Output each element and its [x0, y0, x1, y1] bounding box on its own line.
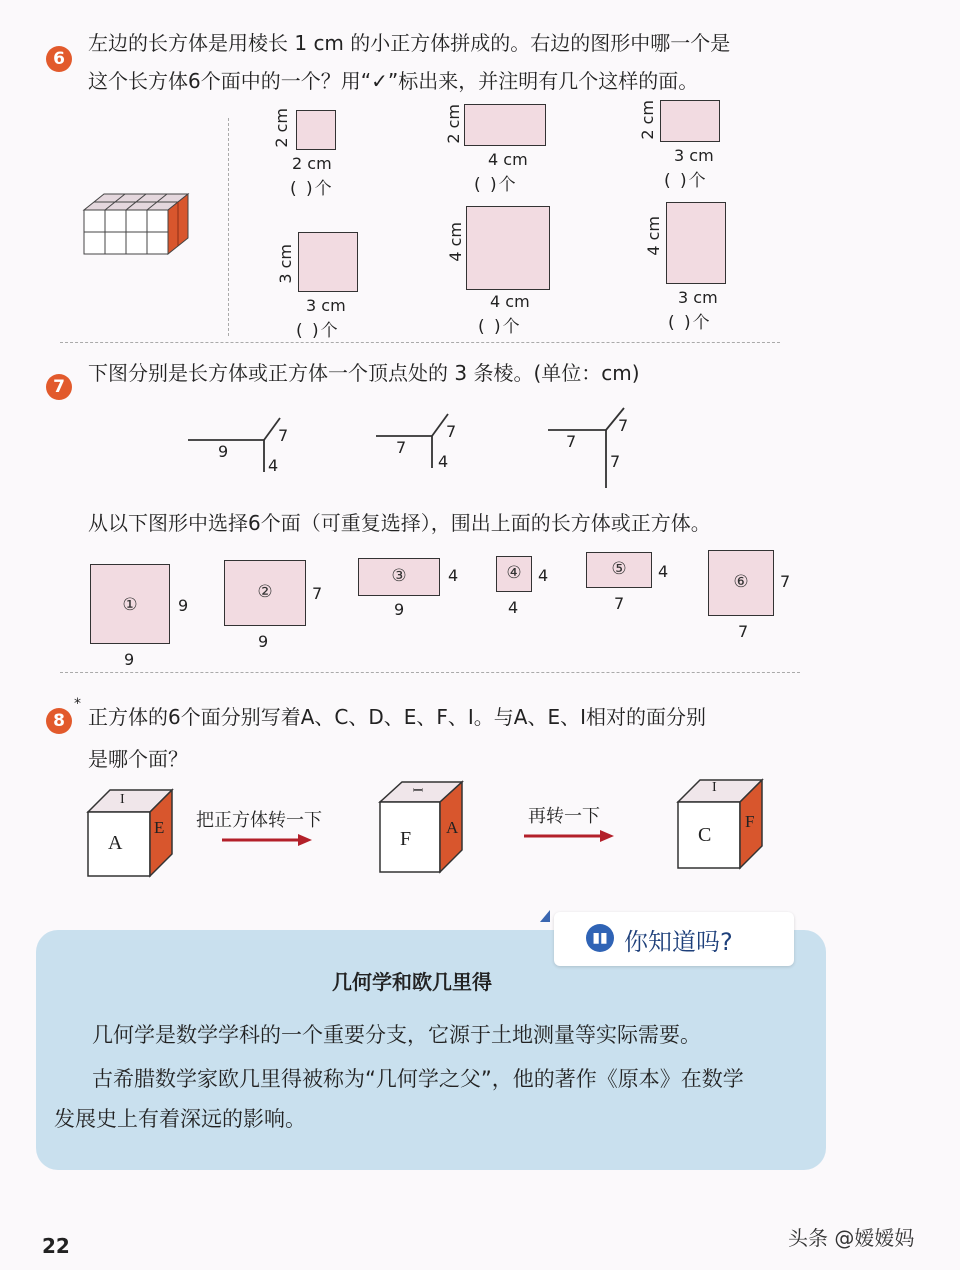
q7-shape-6-width: 7 — [738, 622, 749, 641]
q7-vertex-1-left: 9 — [218, 442, 229, 461]
q6-face-2-blank[interactable]: ( )个 — [474, 175, 518, 195]
article-paragraph-2-line2: 发展史上有着深远的影响。 — [54, 1107, 306, 1131]
q7-vertex-3-diag: 7 — [618, 416, 629, 435]
q6-face-1-blank[interactable]: ( )个 — [290, 179, 334, 199]
q7-shape-3-mark: ③ — [391, 566, 407, 586]
q7-text: 下图分别是长方体或正方体一个顶点处的 3 条棱。(单位：cm) — [88, 361, 640, 385]
q7-vertex-1 — [186, 412, 296, 482]
q8-text-line2: 是哪个面？ — [88, 747, 188, 771]
q6-face-6-blank[interactable]: ( )个 — [668, 313, 712, 333]
q7-shape-4-mark: ④ — [506, 563, 522, 583]
tab-corner-mark — [540, 910, 550, 922]
cuboid-figure — [80, 188, 192, 262]
q8-arrow-2 — [524, 828, 616, 844]
q7-vertex-2-down: 4 — [438, 452, 449, 471]
q8-cube-3-top: I — [712, 780, 717, 795]
q8-cube-1 — [86, 786, 182, 882]
q7-vertex-1-down: 4 — [268, 456, 279, 475]
q6-face-2 — [464, 104, 546, 146]
question-number-7: 7 — [46, 374, 72, 400]
q6-text-line2: 这个长方体6个面中的一个？用“✓”标出来，并注明有几个这样的面。 — [88, 69, 699, 93]
q6-face-3-height: 2 cm — [638, 100, 657, 140]
q7-vertex-3-down: 7 — [610, 452, 621, 471]
article-paragraph-1: 几何学是数学学科的一个重要分支，它源于土地测量等实际需要。 — [92, 1023, 701, 1047]
q8-cube-3-front: C — [698, 824, 712, 846]
q7-shape-5 — [586, 552, 652, 588]
q7-shape-3-width: 9 — [394, 600, 405, 619]
q8-arrow-1 — [222, 832, 314, 848]
info-chart-icon: ▮▮ — [586, 924, 614, 952]
page-number: 22 — [42, 1234, 70, 1258]
q6-face-5-blank[interactable]: ( )个 — [478, 317, 522, 337]
q7-shape-5-width: 7 — [614, 594, 625, 613]
q8-arrow-2-label: 再转一下 — [528, 806, 600, 827]
q6-face-4 — [298, 232, 358, 292]
article-title: 几何学和欧几里得 — [332, 970, 492, 994]
q7-vertex-1-diag: 7 — [278, 426, 289, 445]
question-number-8: 8 — [46, 708, 72, 734]
section-divider-2 — [60, 672, 800, 673]
q7-shape-3 — [358, 558, 440, 596]
question-number-6: 6 — [46, 46, 72, 72]
q8-cube-1-side: E — [154, 818, 165, 837]
q7-shape-6-mark: ⑥ — [733, 572, 749, 592]
q7-shape-3-height: 4 — [448, 566, 459, 585]
q7-shape-1-mark: ① — [122, 595, 138, 615]
q8-cube-1-front: A — [108, 832, 123, 854]
q8-star: * — [74, 696, 81, 712]
q6-face-1-height: 2 cm — [272, 108, 291, 148]
q8-cube-3-side: F — [745, 812, 755, 831]
q6-face-5 — [466, 206, 550, 290]
q7-select-text: 从以下图形中选择6个面（可重复选择），围出上面的长方体或正方体。 — [88, 511, 711, 535]
q7-vertex-3-left: 7 — [566, 432, 577, 451]
q7-shape-4-height: 4 — [538, 566, 549, 585]
q7-shape-4-width: 4 — [508, 598, 519, 617]
q6-face-1 — [296, 110, 336, 150]
q8-arrow-1-label: 把正方体转一下 — [196, 810, 322, 831]
q8-text-line1: 正方体的6个面分别写着A、C、D、E、F、I。与A、E、I相对的面分别 — [88, 705, 707, 729]
q7-shape-5-height: 4 — [658, 562, 669, 581]
q6-face-6 — [666, 202, 726, 284]
q7-shape-2 — [224, 560, 306, 626]
q8-cube-1-top: I — [120, 792, 125, 807]
q6-face-5-width: 4 cm — [490, 292, 530, 311]
q7-shape-1-height: 9 — [178, 596, 189, 615]
q7-shape-6-height: 7 — [780, 572, 791, 591]
q7-shape-5-mark: ⑤ — [611, 559, 627, 579]
q6-face-4-width: 3 cm — [306, 296, 346, 315]
section-divider-1 — [60, 342, 780, 343]
q7-vertex-2 — [374, 410, 474, 480]
q6-face-3-width: 3 cm — [674, 146, 714, 165]
q6-face-4-blank[interactable]: ( )个 — [296, 321, 340, 341]
q6-face-4-height: 3 cm — [276, 244, 295, 284]
q7-shape-4 — [496, 556, 532, 592]
q7-shape-6 — [708, 550, 774, 616]
q6-face-2-width: 4 cm — [488, 150, 528, 169]
watermark: 头条 @嫒嫒妈 — [788, 1226, 915, 1250]
q6-face-5-height: 4 cm — [446, 222, 465, 262]
q8-cube-2-top: I — [409, 787, 425, 793]
q7-shape-1-width: 9 — [124, 650, 135, 669]
q7-shape-2-width: 9 — [258, 632, 269, 651]
q6-face-2-height: 2 cm — [444, 104, 463, 144]
q6-text-line1: 左边的长方体是用棱长 1 cm 的小正方体拼成的。右边的图形中哪一个是 — [88, 31, 731, 55]
q6-face-6-width: 3 cm — [678, 288, 718, 307]
q7-shape-2-height: 7 — [312, 584, 323, 603]
q6-face-1-width: 2 cm — [292, 154, 332, 173]
q8-cube-2-side: A — [446, 818, 459, 837]
q6-face-6-height: 4 cm — [644, 216, 663, 256]
q7-shape-2-mark: ② — [257, 582, 273, 602]
article-paragraph-2-line1: 古希腊数学家欧几里得被称为“几何学之父”，他的著作《原本》在数学 — [92, 1067, 744, 1091]
did-you-know-title: 你知道吗? — [624, 928, 733, 956]
q6-face-3-blank[interactable]: ( )个 — [664, 171, 708, 191]
q8-cube-2-front: F — [400, 828, 412, 850]
q7-vertex-3 — [546, 406, 646, 490]
q6-face-3 — [660, 100, 720, 142]
q7-shape-1 — [90, 564, 170, 644]
q6-divider-vertical — [228, 118, 229, 336]
q7-vertex-2-diag: 7 — [446, 422, 457, 441]
q7-vertex-2-left: 7 — [396, 438, 407, 457]
